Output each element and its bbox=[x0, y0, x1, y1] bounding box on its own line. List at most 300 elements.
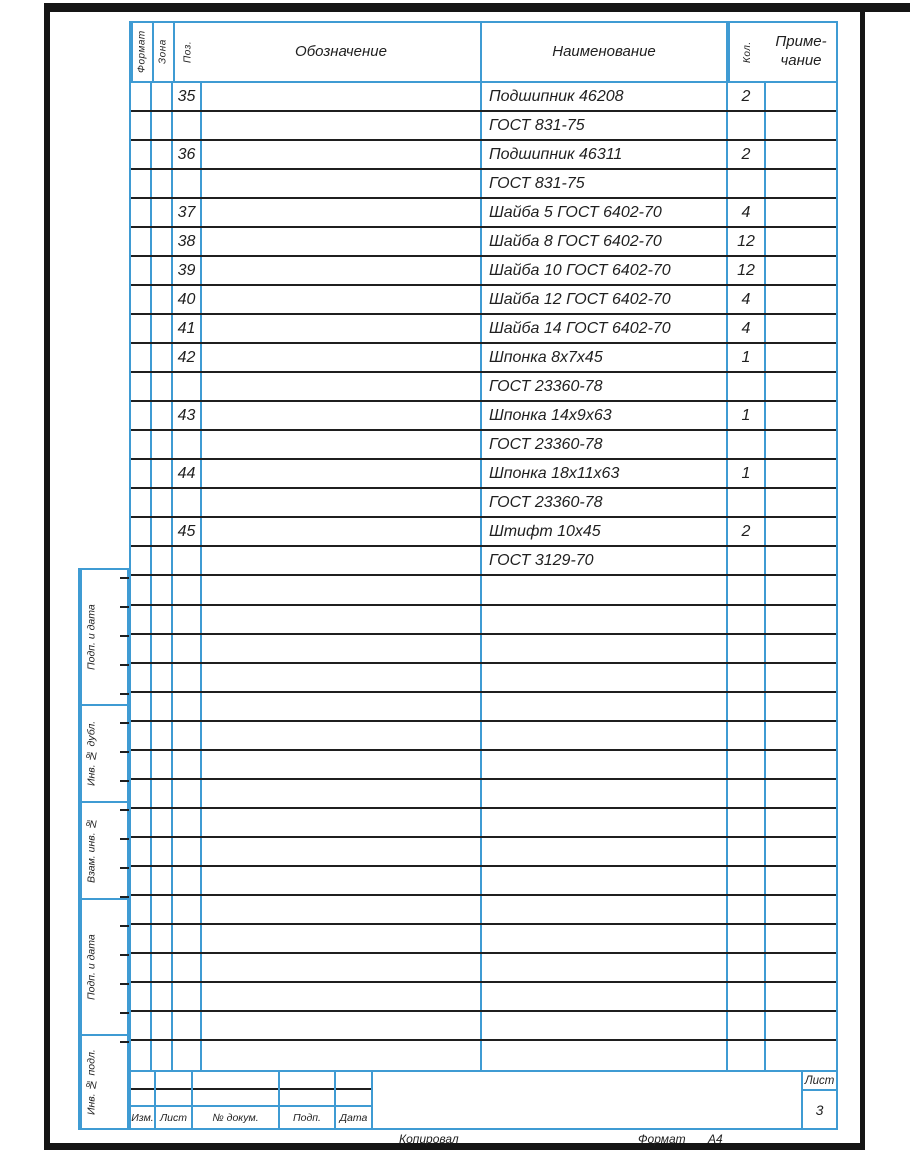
stamp-label: Инв. № подл. bbox=[80, 1036, 101, 1128]
cell-name bbox=[482, 867, 728, 894]
cell-designation bbox=[202, 315, 482, 342]
cell-qty bbox=[728, 1012, 766, 1039]
cell-note bbox=[766, 141, 836, 168]
cell-note bbox=[766, 954, 836, 981]
cell-pos: 36 bbox=[173, 141, 202, 168]
cell-qty: 2 bbox=[728, 83, 766, 110]
title-block-label-podp: Подп. bbox=[293, 1111, 321, 1124]
cell-format bbox=[131, 954, 152, 981]
cell-format bbox=[131, 344, 152, 371]
cell-designation bbox=[202, 635, 482, 662]
footer-copied-label: Копировал bbox=[399, 1132, 459, 1146]
cell-format bbox=[131, 809, 152, 836]
cell-designation bbox=[202, 344, 482, 371]
cell-name: Подшипник 46311 bbox=[482, 141, 728, 168]
cell-qty: 1 bbox=[728, 460, 766, 487]
cell-qty bbox=[728, 606, 766, 633]
cell-zone bbox=[152, 809, 173, 836]
cell-designation bbox=[202, 983, 482, 1010]
cell-name bbox=[482, 809, 728, 836]
cell-qty bbox=[728, 547, 766, 574]
cell-format bbox=[131, 402, 152, 429]
table-row bbox=[131, 867, 836, 896]
cell-zone bbox=[152, 373, 173, 400]
cell-qty bbox=[728, 489, 766, 516]
cell-qty: 2 bbox=[728, 518, 766, 545]
stamp-label: Подп. и дата bbox=[80, 570, 101, 704]
cell-format bbox=[131, 606, 152, 633]
cell-format bbox=[131, 112, 152, 139]
cell-qty bbox=[728, 925, 766, 952]
cell-zone bbox=[152, 896, 173, 923]
cell-format bbox=[131, 693, 152, 720]
cell-pos bbox=[173, 576, 202, 603]
cell-name: Шпонка 14х9х63 bbox=[482, 402, 728, 429]
cell-zone bbox=[152, 867, 173, 894]
title-block-designation-cell bbox=[373, 1072, 803, 1128]
cell-designation bbox=[202, 199, 482, 226]
cell-format bbox=[131, 257, 152, 284]
cell-note bbox=[766, 664, 836, 691]
cell-format bbox=[131, 1041, 152, 1070]
cell-format bbox=[131, 867, 152, 894]
cell-qty bbox=[728, 838, 766, 865]
table-row bbox=[131, 838, 836, 867]
cell-designation bbox=[202, 431, 482, 458]
cell-name bbox=[482, 838, 728, 865]
cell-pos bbox=[173, 693, 202, 720]
cell-name: ГОСТ 831-75 bbox=[482, 170, 728, 197]
header-note-line1: Приме- bbox=[775, 33, 827, 51]
cell-pos: 39 bbox=[173, 257, 202, 284]
cell-designation bbox=[202, 896, 482, 923]
cell-pos bbox=[173, 373, 202, 400]
cell-pos bbox=[173, 606, 202, 633]
row-tick bbox=[120, 1041, 129, 1043]
table-row bbox=[131, 489, 836, 518]
cell-name: ГОСТ 23360-78 bbox=[482, 373, 728, 400]
cell-name bbox=[482, 896, 728, 923]
cell-note bbox=[766, 896, 836, 923]
row-tick bbox=[120, 722, 129, 724]
cell-designation bbox=[202, 257, 482, 284]
title-block-label-list: Лист bbox=[159, 1111, 188, 1124]
row-tick bbox=[120, 751, 129, 753]
stamp-label: Подп. и дата bbox=[80, 900, 101, 1034]
cell-qty bbox=[728, 635, 766, 662]
cell-note bbox=[766, 867, 836, 894]
cell-format bbox=[131, 896, 152, 923]
page-border-left bbox=[44, 3, 50, 1150]
cell-name bbox=[482, 1012, 728, 1039]
cell-qty: 12 bbox=[728, 257, 766, 284]
cell-zone bbox=[152, 635, 173, 662]
cell-pos: 41 bbox=[173, 315, 202, 342]
cell-qty: 1 bbox=[728, 344, 766, 371]
table-row bbox=[131, 547, 836, 576]
table-row bbox=[131, 315, 836, 344]
cell-note bbox=[766, 112, 836, 139]
sheet-number: 3 bbox=[815, 1101, 824, 1118]
cell-designation bbox=[202, 402, 482, 429]
row-tick bbox=[120, 577, 129, 579]
cell-format bbox=[131, 141, 152, 168]
cell-qty: 4 bbox=[728, 286, 766, 313]
cell-format bbox=[131, 751, 152, 778]
cell-note bbox=[766, 838, 836, 865]
row-tick bbox=[120, 983, 129, 985]
cell-pos bbox=[173, 547, 202, 574]
cell-note bbox=[766, 983, 836, 1010]
cell-zone bbox=[152, 315, 173, 342]
title-block-sheet-column bbox=[803, 1072, 836, 1128]
cell-zone bbox=[152, 344, 173, 371]
cell-pos: 40 bbox=[173, 286, 202, 313]
cell-note bbox=[766, 635, 836, 662]
cell-zone bbox=[152, 780, 173, 807]
table-row bbox=[131, 373, 836, 402]
cell-zone bbox=[152, 693, 173, 720]
cell-designation bbox=[202, 373, 482, 400]
table-row bbox=[131, 809, 836, 838]
cell-qty bbox=[728, 809, 766, 836]
cell-name bbox=[482, 780, 728, 807]
cell-pos bbox=[173, 925, 202, 952]
stamp-box-vzam-inv-n bbox=[78, 801, 129, 900]
cell-name: Шпонка 8х7х45 bbox=[482, 344, 728, 371]
cell-pos bbox=[173, 896, 202, 923]
cell-qty bbox=[728, 983, 766, 1010]
cell-name: Шайба 12 ГОСТ 6402-70 bbox=[482, 286, 728, 313]
table-row bbox=[131, 228, 836, 257]
cell-name: Шайба 8 ГОСТ 6402-70 bbox=[482, 228, 728, 255]
cell-format bbox=[131, 635, 152, 662]
cell-qty bbox=[728, 954, 766, 981]
cell-pos: 43 bbox=[173, 402, 202, 429]
cell-format bbox=[131, 576, 152, 603]
cell-format bbox=[131, 1012, 152, 1039]
cell-pos: 45 bbox=[173, 518, 202, 545]
title-block-col-list bbox=[156, 1072, 193, 1128]
cell-pos: 37 bbox=[173, 199, 202, 226]
table-row bbox=[131, 431, 836, 460]
stamp-label: Инв. № дубл. bbox=[80, 706, 101, 801]
cell-zone bbox=[152, 576, 173, 603]
cell-zone bbox=[152, 83, 173, 110]
cell-name: Шайба 14 ГОСТ 6402-70 bbox=[482, 315, 728, 342]
title-block-label-docnum: № докум. bbox=[212, 1111, 259, 1124]
cell-name bbox=[482, 606, 728, 633]
cell-note bbox=[766, 373, 836, 400]
cell-format bbox=[131, 431, 152, 458]
cell-zone bbox=[152, 431, 173, 458]
table-row bbox=[131, 286, 836, 315]
cell-designation bbox=[202, 170, 482, 197]
cell-qty bbox=[728, 896, 766, 923]
cell-zone bbox=[152, 1041, 173, 1070]
table-row bbox=[131, 635, 836, 664]
cell-pos: 42 bbox=[173, 344, 202, 371]
table-row bbox=[131, 693, 836, 722]
cell-qty bbox=[728, 170, 766, 197]
cell-format bbox=[131, 983, 152, 1010]
table-row bbox=[131, 112, 836, 141]
cell-format bbox=[131, 925, 152, 952]
stamp-box-inv-n-dubl bbox=[78, 704, 129, 803]
table-row bbox=[131, 344, 836, 373]
table-row bbox=[131, 983, 836, 1012]
cell-designation bbox=[202, 867, 482, 894]
cell-pos bbox=[173, 112, 202, 139]
cell-note bbox=[766, 693, 836, 720]
cell-zone bbox=[152, 518, 173, 545]
cell-name: Шпонка 18х11х63 bbox=[482, 460, 728, 487]
table-row bbox=[131, 576, 836, 605]
cell-designation bbox=[202, 925, 482, 952]
table-row bbox=[131, 780, 836, 809]
cell-pos bbox=[173, 809, 202, 836]
cell-pos bbox=[173, 635, 202, 662]
stamp-box-podp-i-data-2 bbox=[78, 898, 129, 1036]
cell-format bbox=[131, 489, 152, 516]
cell-pos: 38 bbox=[173, 228, 202, 255]
title-block-label-data: Дата bbox=[339, 1111, 368, 1124]
table-row bbox=[131, 1041, 836, 1070]
cell-designation bbox=[202, 809, 482, 836]
cell-designation bbox=[202, 722, 482, 749]
cell-note bbox=[766, 722, 836, 749]
cell-format bbox=[131, 780, 152, 807]
cell-format bbox=[131, 170, 152, 197]
cell-name bbox=[482, 925, 728, 952]
table-row bbox=[131, 460, 836, 489]
table-row bbox=[131, 199, 836, 228]
cell-zone bbox=[152, 1012, 173, 1039]
cell-qty: 4 bbox=[728, 315, 766, 342]
cell-format bbox=[131, 315, 152, 342]
cell-qty: 12 bbox=[728, 228, 766, 255]
table-row bbox=[131, 518, 836, 547]
cell-name: ГОСТ 831-75 bbox=[482, 112, 728, 139]
row-tick bbox=[120, 925, 129, 927]
cell-designation bbox=[202, 751, 482, 778]
cell-name bbox=[482, 635, 728, 662]
cell-note bbox=[766, 925, 836, 952]
cell-qty bbox=[728, 576, 766, 603]
cell-name bbox=[482, 722, 728, 749]
cell-format bbox=[131, 373, 152, 400]
cell-designation bbox=[202, 228, 482, 255]
row-tick bbox=[120, 809, 129, 811]
cell-name bbox=[482, 1041, 728, 1070]
cell-zone bbox=[152, 954, 173, 981]
header-name-column: Наименование bbox=[482, 23, 728, 81]
cell-pos bbox=[173, 780, 202, 807]
cell-pos bbox=[173, 867, 202, 894]
header-note-line2: чание bbox=[780, 52, 822, 69]
cell-note bbox=[766, 809, 836, 836]
cell-qty bbox=[728, 867, 766, 894]
title-block-col-podp bbox=[280, 1072, 336, 1128]
specification-table bbox=[129, 21, 838, 1072]
table-row bbox=[131, 83, 836, 112]
header-format-column: Формат bbox=[131, 23, 152, 81]
cell-designation bbox=[202, 1041, 482, 1070]
cell-zone bbox=[152, 751, 173, 778]
cell-note bbox=[766, 489, 836, 516]
cell-zone bbox=[152, 402, 173, 429]
cell-zone bbox=[152, 286, 173, 313]
cell-zone bbox=[152, 838, 173, 865]
cell-name bbox=[482, 751, 728, 778]
cell-qty: 1 bbox=[728, 402, 766, 429]
header-qty-column: Кол. bbox=[728, 23, 766, 81]
cell-designation bbox=[202, 141, 482, 168]
header-zone-column: Зона bbox=[152, 23, 173, 81]
cell-designation bbox=[202, 489, 482, 516]
cell-note bbox=[766, 1041, 836, 1070]
table-row bbox=[131, 170, 836, 199]
cell-designation bbox=[202, 780, 482, 807]
cell-designation bbox=[202, 606, 482, 633]
cell-format bbox=[131, 460, 152, 487]
cell-note bbox=[766, 199, 836, 226]
sheet-label: Лист bbox=[803, 1072, 836, 1091]
stamp-box-inv-n-podl bbox=[78, 1034, 129, 1130]
cell-format bbox=[131, 83, 152, 110]
stamp-label: Взам. инв. № bbox=[80, 803, 101, 898]
cell-format bbox=[131, 722, 152, 749]
cell-format bbox=[131, 547, 152, 574]
table-header-row bbox=[131, 23, 836, 83]
row-tick bbox=[120, 954, 129, 956]
cell-qty bbox=[728, 431, 766, 458]
cell-zone bbox=[152, 489, 173, 516]
cell-zone bbox=[152, 925, 173, 952]
row-tick bbox=[120, 606, 129, 608]
cell-name: Штифт 10х45 bbox=[482, 518, 728, 545]
cell-note bbox=[766, 83, 836, 110]
cell-note bbox=[766, 286, 836, 313]
cell-name: Подшипник 46208 bbox=[482, 83, 728, 110]
cell-note bbox=[766, 257, 836, 284]
title-block bbox=[129, 1070, 838, 1130]
cell-pos bbox=[173, 983, 202, 1010]
cell-note bbox=[766, 518, 836, 545]
cell-pos bbox=[173, 170, 202, 197]
cell-note bbox=[766, 402, 836, 429]
cell-name: Шайба 10 ГОСТ 6402-70 bbox=[482, 257, 728, 284]
table-body bbox=[131, 83, 836, 1070]
cell-note bbox=[766, 315, 836, 342]
cell-pos bbox=[173, 751, 202, 778]
row-tick bbox=[120, 635, 129, 637]
cell-pos bbox=[173, 489, 202, 516]
cell-designation bbox=[202, 547, 482, 574]
table-row bbox=[131, 925, 836, 954]
table-row bbox=[131, 402, 836, 431]
cell-designation bbox=[202, 664, 482, 691]
cell-designation bbox=[202, 1012, 482, 1039]
cell-zone bbox=[152, 112, 173, 139]
title-block-col-docnum bbox=[193, 1072, 280, 1128]
header-note-column bbox=[766, 23, 836, 81]
row-tick bbox=[120, 896, 129, 898]
table-row bbox=[131, 664, 836, 693]
row-tick bbox=[120, 780, 129, 782]
cell-name: ГОСТ 23360-78 bbox=[482, 431, 728, 458]
cell-pos: 35 bbox=[173, 83, 202, 110]
cell-designation bbox=[202, 576, 482, 603]
cell-qty bbox=[728, 751, 766, 778]
table-row bbox=[131, 257, 836, 286]
table-row bbox=[131, 1012, 836, 1041]
table-row bbox=[131, 141, 836, 170]
table-row bbox=[131, 954, 836, 983]
cell-note bbox=[766, 576, 836, 603]
cell-qty bbox=[728, 780, 766, 807]
cell-qty bbox=[728, 112, 766, 139]
cell-designation bbox=[202, 83, 482, 110]
cell-format bbox=[131, 286, 152, 313]
cell-format bbox=[131, 664, 152, 691]
page-border-top bbox=[44, 3, 910, 12]
cell-note bbox=[766, 751, 836, 778]
title-block-label-izm: Изм. bbox=[131, 1111, 154, 1124]
cell-name bbox=[482, 664, 728, 691]
row-tick bbox=[120, 867, 129, 869]
cell-format bbox=[131, 838, 152, 865]
stamp-box-podp-i-data-1 bbox=[78, 568, 129, 706]
cell-qty: 2 bbox=[728, 141, 766, 168]
cell-qty bbox=[728, 664, 766, 691]
cell-name: ГОСТ 3129-70 bbox=[482, 547, 728, 574]
cell-pos bbox=[173, 1012, 202, 1039]
cell-pos bbox=[173, 954, 202, 981]
row-tick bbox=[120, 693, 129, 695]
cell-designation bbox=[202, 518, 482, 545]
cell-designation bbox=[202, 112, 482, 139]
cell-note bbox=[766, 547, 836, 574]
cell-format bbox=[131, 199, 152, 226]
cell-pos bbox=[173, 431, 202, 458]
cell-zone bbox=[152, 722, 173, 749]
row-tick bbox=[120, 1012, 129, 1014]
cell-zone bbox=[152, 170, 173, 197]
table-row bbox=[131, 896, 836, 925]
cell-note bbox=[766, 170, 836, 197]
footer-format-value: А4 bbox=[708, 1132, 723, 1146]
title-block-col-izm bbox=[131, 1072, 156, 1128]
row-tick bbox=[120, 838, 129, 840]
cell-name: ГОСТ 23360-78 bbox=[482, 489, 728, 516]
cell-name bbox=[482, 576, 728, 603]
cell-zone bbox=[152, 664, 173, 691]
cell-zone bbox=[152, 983, 173, 1010]
cell-zone bbox=[152, 141, 173, 168]
cell-zone bbox=[152, 606, 173, 633]
cell-pos: 44 bbox=[173, 460, 202, 487]
title-block-col-data bbox=[336, 1072, 373, 1128]
footer-format-label: Формат bbox=[638, 1132, 686, 1146]
table-row bbox=[131, 751, 836, 780]
cell-note bbox=[766, 228, 836, 255]
cell-zone bbox=[152, 257, 173, 284]
table-row bbox=[131, 606, 836, 635]
cell-qty bbox=[728, 693, 766, 720]
cell-pos bbox=[173, 664, 202, 691]
cell-designation bbox=[202, 286, 482, 313]
